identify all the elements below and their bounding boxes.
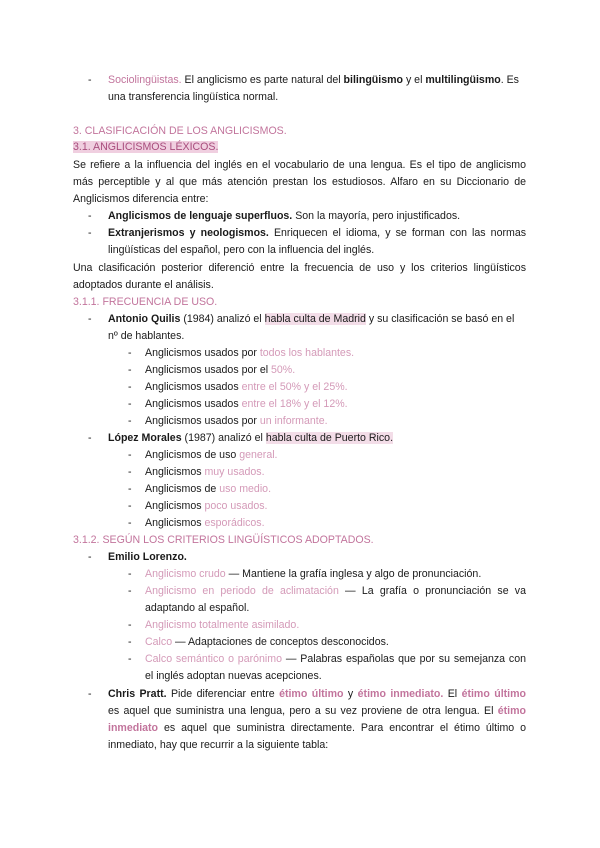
sociolinguistas-title: Sociolingüistas. [108, 74, 182, 86]
quilis-item: Antonio Quilis (1984) analizó el habla culta de Madrid y su clasificación se basó en el [108, 313, 515, 325]
bullet-dash: - [128, 568, 132, 580]
lorenzo-subitem-line-2: el inglés adoptan nuevas acepciones. [145, 670, 322, 682]
sociolinguistas-line: Sociolingüistas. El anglicismo es parte natural del bilingüismo y el multilingüismo. Es [108, 74, 519, 86]
section-3-1-1-heading: 3.1.1. FRECUENCIA DE USO. [73, 296, 218, 308]
bullet-dash: - [88, 313, 92, 325]
bullet-dash: - [128, 398, 132, 410]
quilis-subitem: Anglicismos usados entre el 18% y el 12%. [145, 398, 348, 410]
para-line: Una clasificación posterior diferenció entre la frecuencia de uso y los criterios lingüísticos [73, 262, 526, 274]
lopez-subitem: Anglicismos poco usados. [145, 500, 268, 512]
superfluos-item: Anglicismos de lenguaje superfluos. Son la mayoría, pero injustificados. [108, 210, 461, 222]
bullet-dash: - [88, 432, 92, 444]
pratt-line-3: inmediato es aquel que suministra directamente. Para encontrar el étimo último o [108, 722, 526, 734]
para-line: Anglicismos diferencia entre: [73, 193, 209, 205]
lorenzo-subitem: Anglicismo en periodo de aclimatación — La grafía o pronunciación se va [145, 585, 526, 597]
bullet-dash: - [128, 449, 132, 461]
lopez-subitem: Anglicismos esporádicos. [145, 517, 265, 529]
lopez-item: López Morales (1987) analizó el habla culta de Puerto Rico. [108, 432, 394, 444]
bullet-dash: - [128, 347, 132, 359]
para-line: adoptados durante el análisis. [73, 279, 214, 291]
lorenzo-subitem: Calco semántico o parónimo — Palabras españolas que por su semejanza con [145, 653, 526, 665]
section-3-1-2-heading: 3.1.2. SEGÚN LOS CRITERIOS LINGÜÍSTICOS ADOPTADOS. [73, 534, 374, 546]
extranjerismos-line-2: lingüísticas del español, pero con la influencia del inglés. [108, 244, 375, 256]
bullet-dash: - [128, 364, 132, 376]
bullet-dash: - [128, 381, 132, 393]
quilis-line-2: nº de hablantes. [108, 330, 185, 342]
bullet-dash: - [128, 653, 132, 665]
lopez-subitem: Anglicismos de uso medio. [145, 483, 272, 495]
bullet-dash: - [88, 551, 92, 563]
section-3-1-heading: 3.1. ANGLICISMOS LÉXICOS. [73, 141, 219, 153]
bullet-dash: - [128, 585, 132, 597]
pratt-line-2: es aquel que suministra una lengua, pero a su vez proviene de otra lengua. El étimo [108, 705, 526, 717]
quilis-subitem: Anglicismos usados por un informante. [145, 415, 328, 427]
para-line: Se refiere a la influencia del inglés en el vocabulario de una lengua. Es el tipo de anglicismo [73, 159, 526, 171]
bullet-dash: - [128, 466, 132, 478]
extranjerismos-item: Extranjerismos y neologismos. Enriquecen el idioma, y se forman con las normas [108, 227, 527, 239]
lopez-subitem: Anglicismos de uso general. [145, 449, 278, 461]
bullet-dash: - [128, 636, 132, 648]
bullet-dash: - [128, 483, 132, 495]
sociolinguistas-line-2: una transferencia lingüística normal. [108, 91, 279, 103]
quilis-subitem: Anglicismos usados entre el 50% y el 25%. [145, 381, 348, 393]
quilis-subitem: Anglicismos usados por el 50%. [145, 364, 296, 376]
lopez-subitem: Anglicismos muy usados. [145, 466, 265, 478]
bullet-dash: - [128, 415, 132, 427]
bullet-dash: - [128, 517, 132, 529]
quilis-subitem: Anglicismos usados por todos los hablantes. [145, 347, 355, 359]
pratt-item: Chris Pratt. Pide diferenciar entre étimo último y étimo inmediato. El étimo último [108, 688, 527, 700]
lorenzo-subitem: Anglicismo crudo — Mantiene la grafía inglesa y algo de pronunciación. [145, 568, 482, 580]
bullet-dash: - [88, 74, 92, 86]
section-3-heading: 3. CLASIFICACIÓN DE LOS ANGLICISMOS. [73, 125, 287, 137]
bullet-dash: - [88, 688, 92, 700]
bullet-dash: - [88, 227, 92, 239]
lorenzo-subitem: Calco — Adaptaciones de conceptos desconocidos. [145, 636, 389, 648]
lorenzo-item: Emilio Lorenzo. [108, 551, 187, 563]
bullet-dash: - [128, 500, 132, 512]
para-line: más perceptible y al que más atención prestan los estudiosos. Alfaro en su Diccionario de [73, 176, 526, 188]
bullet-dash: - [128, 619, 132, 631]
bullet-dash: - [88, 210, 92, 222]
pratt-line-4: inmediato, hay que recurrir a la siguiente tabla: [108, 739, 329, 751]
lorenzo-subitem-line-2: adaptando al español. [145, 602, 250, 614]
lorenzo-subitem: Anglicismo totalmente asimilado. [145, 619, 300, 631]
